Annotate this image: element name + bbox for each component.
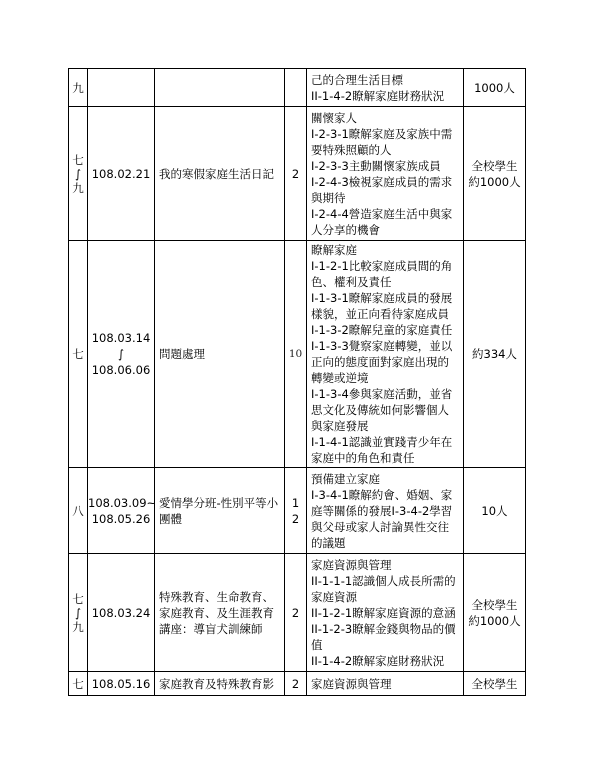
table-row (69, 241, 526, 468)
content-cell: 瞭解家庭 I-1-2-1比較家庭成員間的角 色、權利及責任 I-1-3-1瞭解家庭成員的發展 樣貌，並正向看待家庭成員 I-1-3-2瞭解兒童的家庭責任 I-1-3-3覺察家庭轉變，並以 正向的態度面對家庭出現的 轉變或逆境 I-1-3-4參與家庭活動，並省 思文化及傳統如何影響個人 與家庭發展 I-1-4-1認識並實踐青少年在 家庭中的角色和責任 (307, 241, 464, 468)
grade-cell: 九 (69, 69, 88, 107)
title-cell: 我的寒假家庭生活日記 (155, 107, 285, 241)
grade-cell: 七 (69, 241, 88, 468)
count-cell: 約334人 (464, 241, 526, 468)
table-row (69, 69, 526, 107)
grade-cell: 七 ∫ 九 (69, 554, 88, 672)
table-row (69, 468, 526, 554)
grade-cell: 七 ∫ 九 (69, 107, 88, 241)
title-cell: 特殊教育、生命教育、家庭教育、及生涯教育講座：導盲犬訓練師 (155, 554, 285, 672)
title-cell: 問題處理 (155, 241, 285, 468)
date-cell: 108.05.16 (88, 672, 155, 696)
date-cell (88, 69, 155, 107)
count-cell: 全校學生 約1000人 (464, 554, 526, 672)
hours-cell: 10 (285, 241, 307, 468)
count-cell: 10人 (464, 468, 526, 554)
table-row (69, 672, 526, 696)
date-cell: 108.03.09~ 108.05.26 (88, 468, 155, 554)
hours-cell: 2 (285, 554, 307, 672)
title-cell: 愛情學分班-性別平等小團體 (155, 468, 285, 554)
count-cell: 1000人 (464, 69, 526, 107)
hours-cell (285, 69, 307, 107)
hours-cell: 1 2 (285, 468, 307, 554)
grade-cell: 七 (69, 672, 88, 696)
hours-cell: 2 (285, 107, 307, 241)
content-cell: 預備建立家庭 I-3-4-1瞭解約會、婚姻、家 庭等關係的發展I-3-4-2學習 與父母或家人討論異性交往 的議題 (307, 468, 464, 554)
content-cell: 己的合理生活目標 II-1-4-2瞭解家庭財務狀況 (307, 69, 464, 107)
grade-cell: 八 (69, 468, 88, 554)
activity-table (68, 68, 526, 696)
content-cell: 關懷家人 I-2-3-1瞭解家庭及家族中需 要特殊照顧的人 I-2-3-3主動關懷家族成員 I-2-4-3檢視家庭成員的需求 與期待 I-2-4-4營造家庭生活中與家 人分享的機會 (307, 107, 464, 241)
date-cell: 108.03.14 ∫ 108.06.06 (88, 241, 155, 468)
date-cell: 108.02.21 (88, 107, 155, 241)
count-cell: 全校學生 約1000人 (464, 107, 526, 241)
count-cell: 全校學生 (464, 672, 526, 696)
title-cell (155, 69, 285, 107)
date-cell: 108.03.24 (88, 554, 155, 672)
content-cell: 家庭資源與管理 II-1-1-1認識個人成長所需的 家庭資源 II-1-2-1瞭解家庭資源的意涵 II-1-2-3瞭解金錢與物品的價 值 II-1-4-2瞭解家庭財務狀況 (307, 554, 464, 672)
hours-cell: 2 (285, 672, 307, 696)
table-row (69, 107, 526, 241)
content-cell: 家庭資源與管理 (307, 672, 464, 696)
title-cell: 家庭教育及特殊教育影 (155, 672, 285, 696)
table-body (69, 69, 526, 696)
table-row (69, 554, 526, 672)
